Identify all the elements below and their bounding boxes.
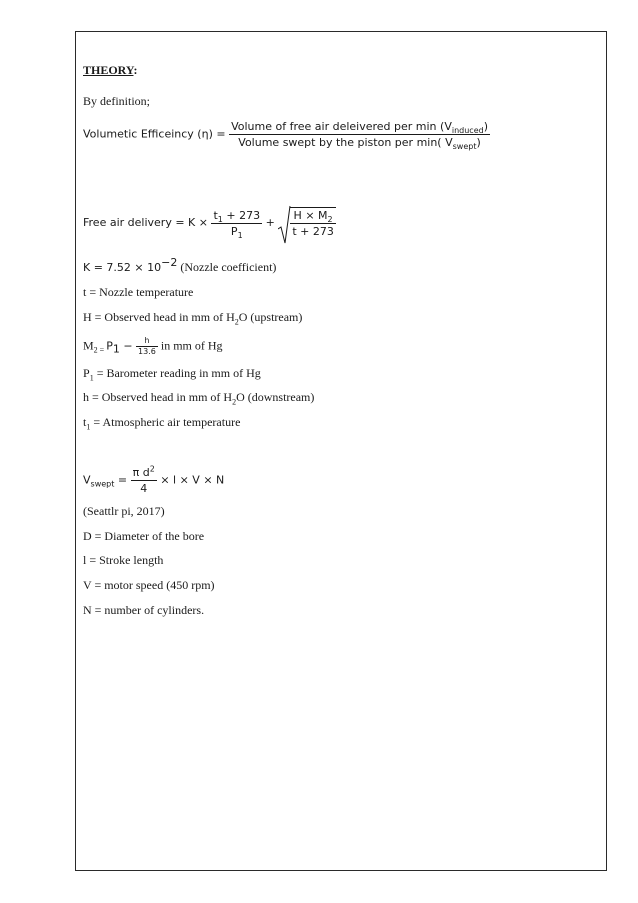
free-air-delivery-equation: Free air delivery = K × $\frac{t_1 + 273}{P_1}$ + $\frac{H \times M_2}{t + 273}$ [83, 207, 336, 239]
h-over-13-6-fraction: $\frac{h}{13.6}$ [138, 336, 156, 356]
radical-sign-icon [278, 205, 291, 245]
theory-heading: THEORY: [83, 63, 138, 77]
citation: (Seattlr pi, 2017) [83, 504, 165, 518]
definition-p1: $P_1$ = Barometer reading in mm of Hg [83, 366, 261, 383]
temperature-pressure-fraction: $\frac{t_1 + 273}{P_1}$ [213, 208, 261, 240]
page-border [75, 31, 607, 871]
definition-n: N = number of cylinders. [83, 603, 205, 617]
efficiency-equation: Volumetic Efficeincy (η) = $\frac{Volume of free air deleivered per \min (V_{induced})}{Volume swept by the piston per \min( V_{swept})}$ [83, 120, 488, 152]
definition-h-downstream: h = Observed head in mm of $H_2O$ (downstream) [83, 390, 315, 407]
definition-m2: $M_{2 =}$ $P_1$ − $\frac{h}{13.6}$ in mm of Hg [83, 336, 223, 356]
definition-t1: $t_1$ = Atmospheric air temperature [83, 415, 241, 432]
swept-volume-equation: $V_{swept}$ = $\frac{\pi d^2}{4}$ × l × V × N [83, 464, 225, 495]
efficiency-fraction: $\frac{Volume of free air deleivered per \min (V_{induced})}{Volume swept by the piston per \min( V_{swept})}$ [231, 120, 488, 152]
k-coefficient-line: $K = 7.52 \times 10^{-2}$ (Nozzle coefficient) [83, 256, 277, 274]
definition-h-upstream: H = Observed head in mm of $H_2O$ (upstream) [83, 310, 303, 327]
definition-d: D = Diameter of the bore [83, 529, 205, 543]
swept-volume-fraction: $\frac{\pi d^2}{4}$ [132, 464, 155, 495]
intro-text: By definition; [83, 94, 150, 108]
definition-v: V = motor speed (450 rpm) [83, 578, 215, 592]
definition-t: t = Nozzle temperature [83, 285, 194, 299]
square-root: $\frac{H \times M_2}{t + 273}$ [278, 207, 336, 239]
definition-l: l = Stroke length [83, 553, 164, 567]
